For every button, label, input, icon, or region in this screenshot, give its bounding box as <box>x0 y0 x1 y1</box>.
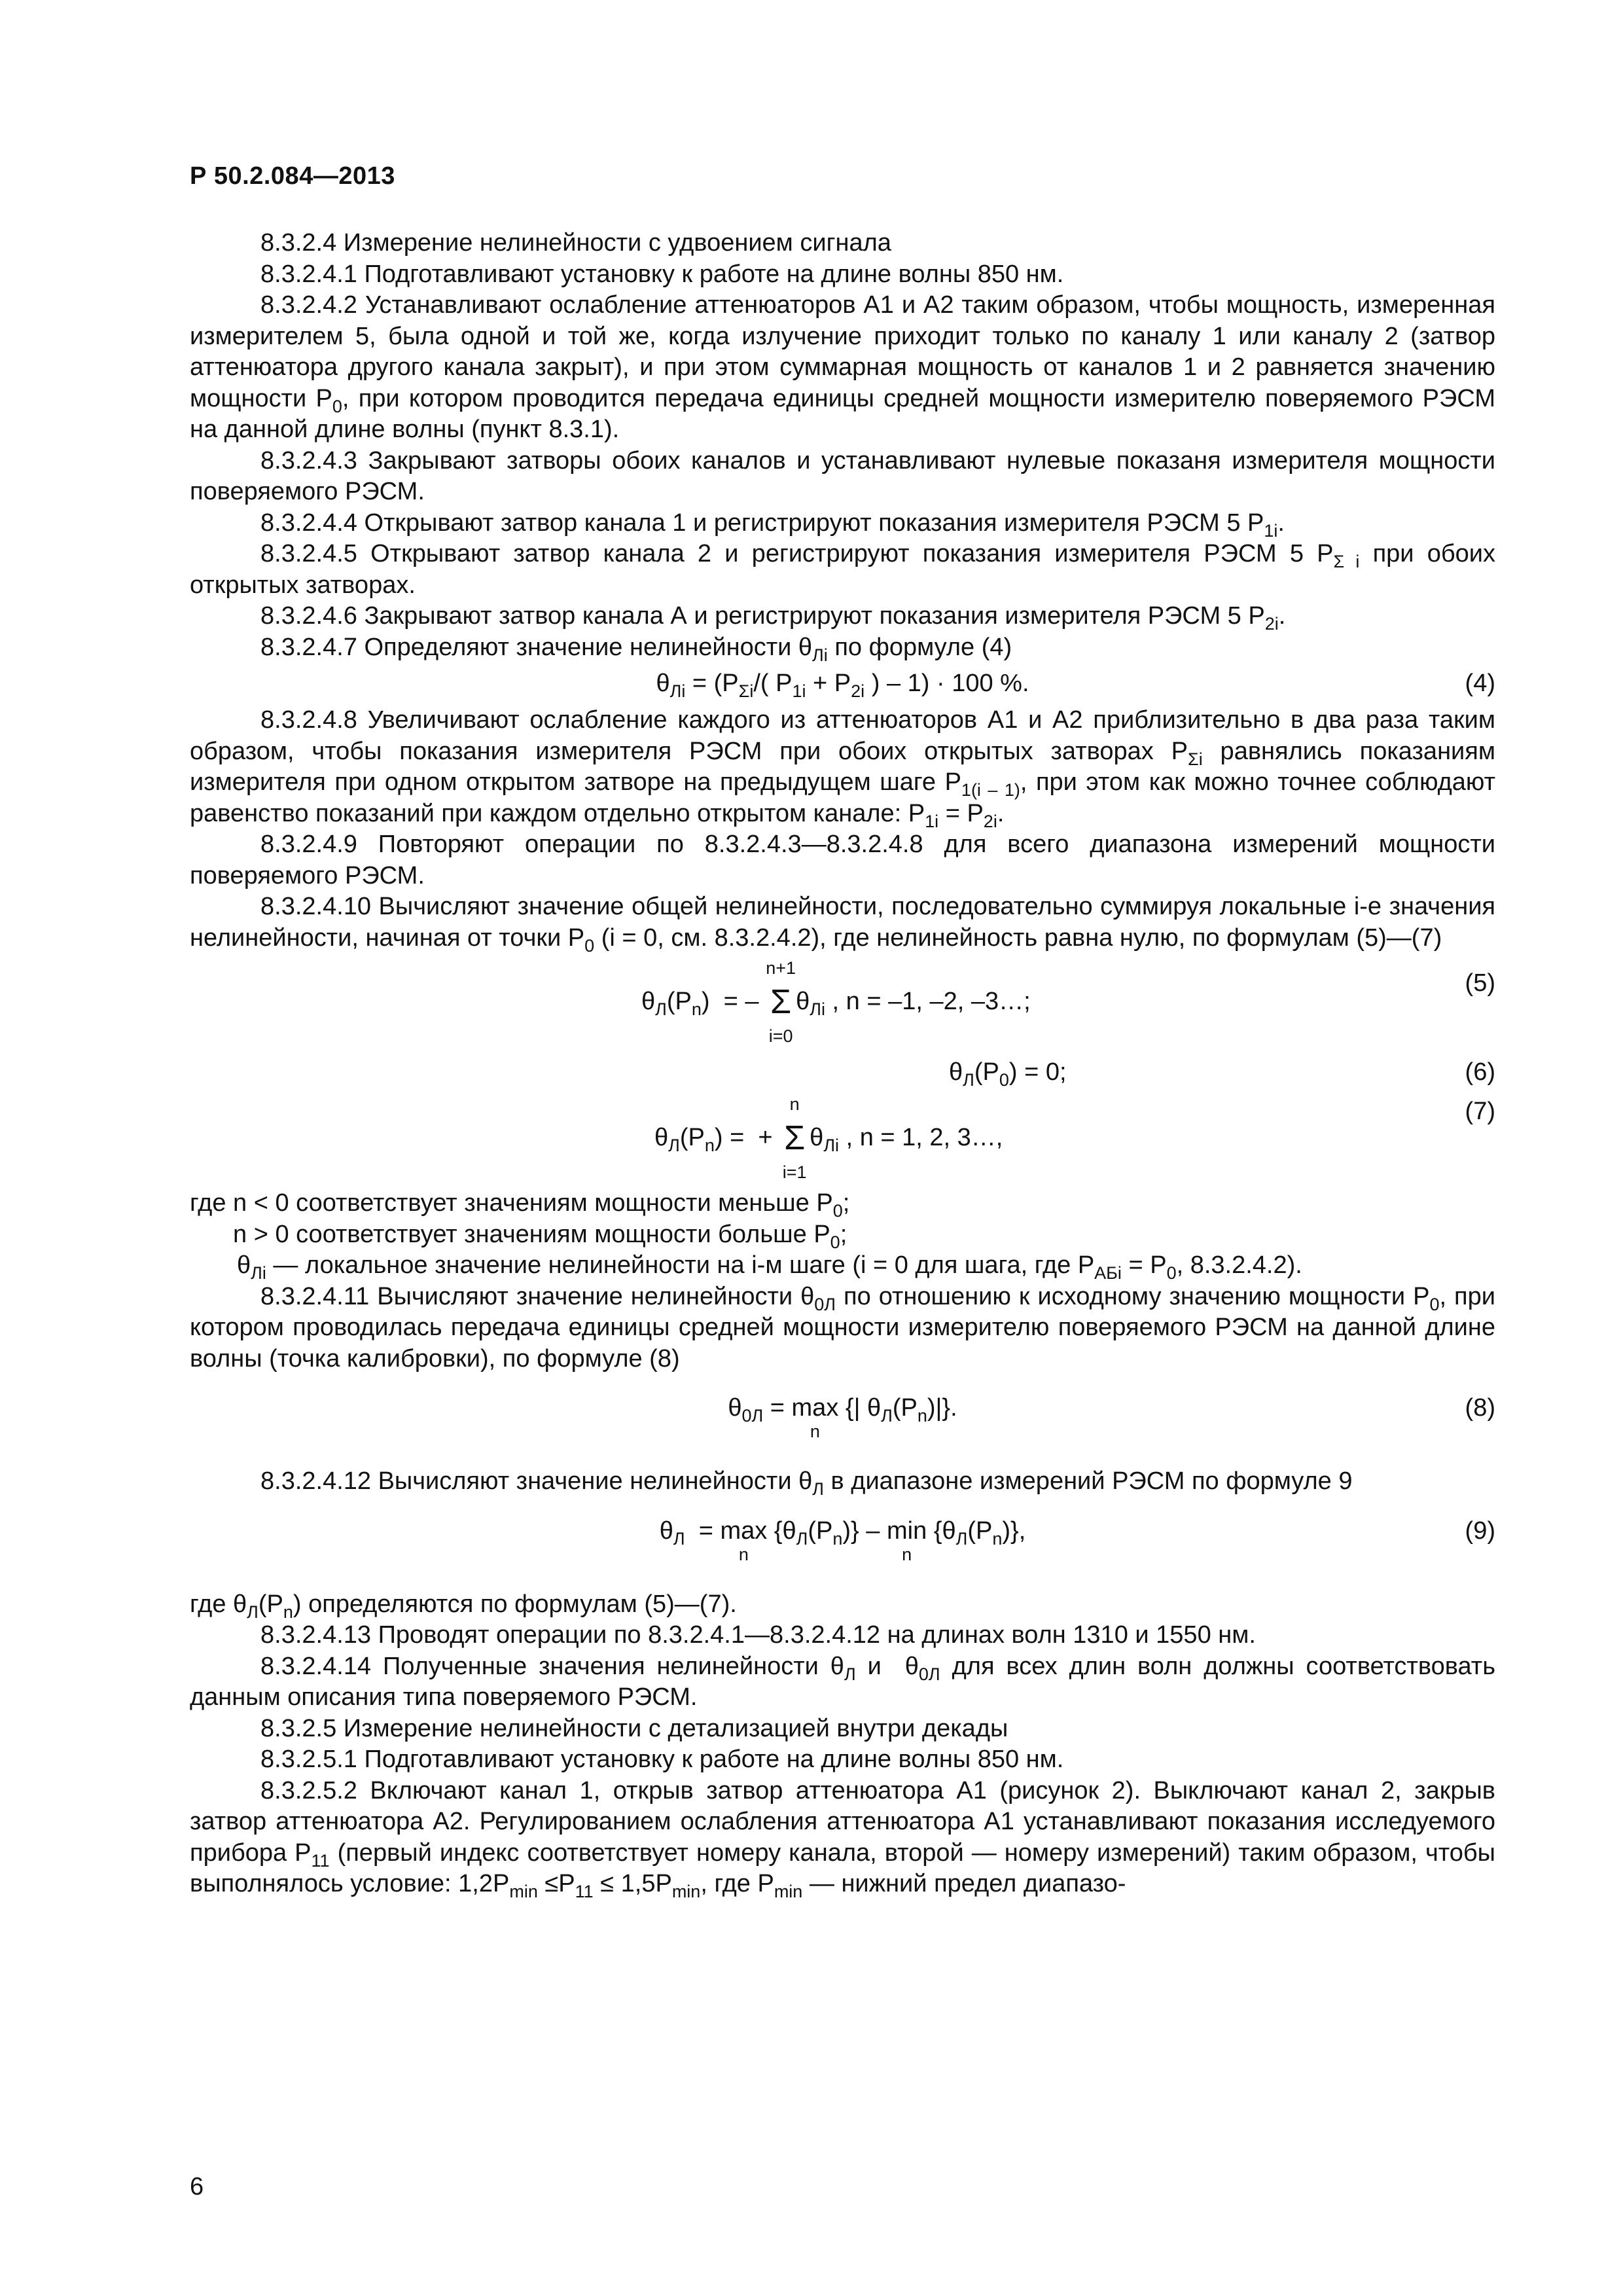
formula-number: (9) <box>1465 1516 1495 1545</box>
formula-number: (4) <box>1465 670 1495 697</box>
clause-8-3-2-4-4: 8.3.2.4.4 Открывают затвор канала 1 и регистрируют показания измерителя РЭСМ 5 $Р_{1i}$. <box>260 509 1285 541</box>
formula-8-body: $\theta_{0Л} = \max$ n {| $\theta_Л(Р_n)|$}. <box>728 1394 957 1441</box>
where-text: — локальное значение нелинейности на i-м шаге (i = 0 для шага, где Р <box>273 1251 1095 1279</box>
clause-text: 8.3.2.4.12 Вычисляют значение нелинейности θ <box>260 1467 813 1495</box>
formula-number: (7) <box>1465 1098 1495 1125</box>
clause-8-3-2-4-14: 8.3.2.4.14 Полученные значения нелинейности $\theta_Л$ и $\theta_{0Л}$ для всех длин волн должны соответствовать данным описания типа поверяемого РЭСМ. <box>190 1652 1495 1711</box>
clause-8-3-2-5-1 <box>190 1744 1495 1776</box>
clause-text: 8.3.2.4.7 Определяют значение нелинейности θ <box>260 633 813 661</box>
clause-text: 8.3.2.4.6 Закрывают затвор канала А и регистрируют показания измерителя РЭСМ 5 Р <box>260 602 1265 630</box>
sum-sign: Σ n+1 i=0 <box>766 958 796 1046</box>
clause-text: 8.3.2.4.2 Устанавливают ослабление аттенюаторов А1 и А2 таким образом, чтобы мощность, измеренная измерителем 5, была одной и той же, когда излучение приходит только по каналу 1 или каналу 2 (затвор аттенюатора другого канала закрыт), и при этом суммарная мощность от каналов 1 и 2 равняется значению мощности Р <box>190 291 1495 412</box>
section-text: 8.3.2.4 Измерение нелинейности с удвоением сигнала <box>260 229 891 257</box>
section-text: 8.3.2.5 Измерение нелинейности с детализацией внутри декады <box>260 1714 1008 1742</box>
clause-text: , при котором проводится передача единицы средней мощности измерителю поверяемого РЭСМ на данной длине волны (пункт 8.3.1). <box>190 384 1495 443</box>
clause-text: по отношению к исходному значению мощности Р <box>835 1282 1430 1310</box>
clause-text: по формуле (4) <box>827 633 1012 661</box>
where-text: где n < 0 соответствует значениям мощности меньше Р <box>190 1189 833 1217</box>
clause-text: 8.3.2.4.8 Увеличивают ослабление каждого из аттенюаторов А1 и А2 приблизительно в два раза таким образом, чтобы показания измерителя РЭСМ при обоих открытых затворах Р <box>190 706 1495 765</box>
clause-text: для всех длин волн должны соответствовать данным описания типа поверяемого РЭСМ. <box>190 1652 1495 1711</box>
formula-5 <box>190 954 1495 1052</box>
clause-text: 8.3.2.4.1 Подготавливают установку к работе на длине волны 850 нм. <box>260 260 1064 288</box>
formula-6-body: $\theta_Л(Р_0) = 0$; <box>949 1058 1067 1090</box>
where-line-1: где n < 0 соответствует значениям мощности меньше $Р_0$; <box>190 1189 850 1221</box>
sum-sign: Σ n i=1 <box>782 1094 807 1182</box>
document-body <box>190 228 1495 1900</box>
clause-8-3-2-4-10: 8.3.2.4.10 Вычисляют значение общей нелинейности, последовательно суммируя локальные i-е значения нелинейности, начиная от точки $Р_0$ (i = 0, см. 8.3.2.4.2), где нелинейность равна нулю, по формулам (5)—(7) <box>190 893 1495 956</box>
formula-number: (6) <box>1465 1058 1495 1086</box>
clause-8-3-2-4-13 <box>190 1620 1495 1651</box>
clause-8-3-2-4-5: 8.3.2.4.5 Открывают затвор канала 2 и регистрируют показания измерителя РЭСМ 5 $Р_{\Sigma i}$ при обоих открытых затворах. <box>190 540 1495 599</box>
formula-4 <box>190 668 1495 705</box>
formula-number: (8) <box>1465 1394 1495 1422</box>
clause-text: 8.3.2.5.1 Подготавливают установку к работе на длине волны 850 нм. <box>260 1746 1064 1773</box>
clause-8-3-2-4-8: 8.3.2.4.8 Увеличивают ослабление каждого из аттенюаторов А1 и А2 приблизительно в два раза таким образом, чтобы показания измерителя РЭСМ при обоих открытых затворах $Р_{\Sigma i}$ равнялись показаниям измерителя при одном открытом затворе на предыдущем шаге $Р_{1(i - 1)}$, при этом как можно точнее соблюдают равенство показаний при каждом отдельно открытом канале: $Р_{1i} = Р_{2i}$. <box>190 706 1495 831</box>
clause-text: , где Р <box>700 1870 774 1897</box>
clause-8-3-2-4-6: 8.3.2.4.6 Закрывают затвор канала А и регистрируют показания измерителя РЭСМ 5 $Р_{2i}$. <box>260 602 1286 634</box>
formula-9-body: $\theta_Л = \max$ n $\{\theta_Л(Р_n)\}$ – min n $\{\theta_Л(Р_n)\}$, <box>659 1516 1026 1564</box>
page-number: 6 <box>190 2173 204 2200</box>
formula-7 <box>190 1096 1495 1188</box>
clause-8-3-2-4-7: 8.3.2.4.7 Определяют значение нелинейности $\theta_{Лi}$ по формуле (4) <box>260 633 1012 665</box>
clause-text: 8.3.2.4.10 Вычисляют значение общей нелинейности, последовательно суммируя локальные i-е значения нелинейности, начиная от точки Р <box>190 893 1495 952</box>
clause-text: 8.3.2.4.5 Открывают затвор канала 2 и регистрируют показания измерителя РЭСМ 5 Р <box>260 540 1334 567</box>
formula-9 <box>190 1498 1495 1575</box>
clause-text: — нижний предел диапазо- <box>802 1870 1126 1897</box>
where-line-2: n > 0 соответствует значениям мощности больше $Р_0$; <box>233 1220 847 1252</box>
section-8-3-2-5 <box>190 1713 1495 1745</box>
clause-text: 8.3.2.5.2 Включают канал 1, открыв затвор аттенюатора А1 (рисунок 2). Выключают канал 2, закрыв затвор аттенюатора А2. Регулированием ослабления аттенюатора А1 устанавливают показания исследуемого прибора Р <box>190 1776 1495 1867</box>
clause-8-3-2-4-12: 8.3.2.4.12 Вычисляют значение нелинейности $\theta_Л$ в диапазоне измерений РЭСМ по формуле 9 <box>260 1467 1353 1499</box>
clause-8-3-2-4-3 <box>190 446 1495 508</box>
where-text: , 8.3.2.4.2). <box>1176 1251 1302 1279</box>
where-text: где θ <box>190 1590 247 1618</box>
section-8-3-2-4 <box>190 228 1495 259</box>
where-text: определяются по формулам (5)—(7). <box>301 1590 737 1618</box>
formula-5-body: $\theta_Л(Р_n)$ = – Σ n+1 i=0 $\theta_{Лi}$ , n = –1, –2, –3…; <box>641 958 1031 1046</box>
clause-8-3-2-4-11: 8.3.2.4.11 Вычисляют значение нелинейности $\theta_{0Л}$ по отношению к исходному значению мощности $Р_0$, при котором проводилась передача единицы средней мощности измерителю поверяемого РЭСМ на данной длине волны (точка калибровки), по формуле (8) <box>190 1282 1495 1372</box>
clause-8-3-2-4-1 <box>190 259 1495 291</box>
formula-7-body: $\theta_Л(Р_n)$ = + Σ n i=1 $\theta_{Лi}$ , n = 1, 2, 3…, <box>654 1094 1003 1182</box>
document-id-header: Р 50.2.084—2013 <box>190 162 395 190</box>
clause-text: при обоих открытых затворах. <box>190 540 1495 599</box>
formula-6 <box>190 1057 1495 1096</box>
formula-number: (5) <box>1465 969 1495 997</box>
clause-text: 8.3.2.4.9 Повторяют операции по 8.3.2.4.3—8.3.2.4.8 для всего диапазона измерений мощности поверяемого РЭСМ. <box>190 831 1495 889</box>
clause-8-3-2-4-2: 8.3.2.4.2 Устанавливают ослабление аттенюаторов А1 и А2 таким образом, чтобы мощность, измеренная измерителем 5, была одной и той же, когда излучение приходит только по каналу 1 или каналу 2 (затвор аттенюатора другого канала закрыт), и при этом суммарная мощность от каналов 1 и 2 равняется значению мощности $Р_0$, при котором проводится передача единицы средней мощности измерителю поверяемого РЭСМ на данной длине волны (пункт 8.3.1). <box>190 291 1495 443</box>
clause-text: 8.3.2.4.14 Полученные значения нелинейности θ <box>260 1652 844 1680</box>
clause-8-3-2-4-9 <box>190 829 1495 891</box>
clause-text: 8.3.2.4.4 Открывают затвор канала 1 и регистрируют показания измерителя РЭСМ 5 Р <box>260 509 1264 537</box>
clause-8-3-2-5-2: 8.3.2.5.2 Включают канал 1, открыв затвор аттенюатора А1 (рисунок 2). Выключают канал 2, закрыв затвор аттенюатора А2. Регулированием ослабления аттенюатора А1 устанавливают показания исследуемого прибора $Р_{11}$ (первый индекс соответствует номеру канала, второй — номеру измерений) таким образом, чтобы выполнялось условие: $1,2Р_{min} \le Р_{11} \le 1,5Р_{min}$, где $Р_{min}$ — нижний предел диапазо- <box>190 1776 1495 1901</box>
clause-text: , при этом как можно точнее соблюдают равенство показаний при каждом отдельно открытом канале: Р <box>190 768 1495 827</box>
clause-text: 8.3.2.4.13 Проводят операции по 8.3.2.4.1—8.3.2.4.12 на длинах волн 1310 и 1550 нм. <box>260 1621 1256 1649</box>
clause-text: (первый индекс соответствует номеру канала, второй — номеру измерений) таким образом, чтобы выполнялось условие: 1,2Р <box>190 1839 1495 1897</box>
formula-8 <box>190 1374 1495 1452</box>
where-line-3: $\theta_{Лi}$ — локальное значение нелинейности на i-м шаге (i = 0 для шага, где $Р_{АБi} = Р_0$, 8.3.2.4.2). <box>237 1251 1302 1283</box>
formula-4-body: $\theta_{Лi} = (Р_{\Sigma i}/$( $Р_{1i} + Р_{2i}$ ) – 1) · 100 %. <box>656 670 1029 701</box>
clause-text: 8.3.2.4.3 Закрывают затворы обоих каналов и устанавливают нулевые показаня измерителя мощности поверяемого РЭСМ. <box>190 446 1495 505</box>
clause-text: , при котором проводилась передача единицы средней мощности измерителю поверяемого РЭСМ на данной длине волны (точка калибровки), по формуле (8) <box>190 1282 1495 1372</box>
clause-text: 8.3.2.4.11 Вычисляют значение нелинейности θ <box>260 1282 815 1310</box>
where-line-4: где $\theta_Л(Р_n)$ определяются по формулам (5)—(7). <box>190 1590 737 1622</box>
clause-text: (i = 0, см. 8.3.2.4.2), где нелинейность равна нулю, по формулам (5)—(7) <box>594 924 1442 952</box>
clause-text: в диапазоне измерений РЭСМ по формуле 9 <box>823 1467 1353 1495</box>
where-text: n > 0 соответствует значениям мощности больше Р <box>233 1220 830 1248</box>
clause-text: равнялись показаниям измерителя при одном открытом затворе на предыдущем шаге Р <box>190 737 1495 796</box>
